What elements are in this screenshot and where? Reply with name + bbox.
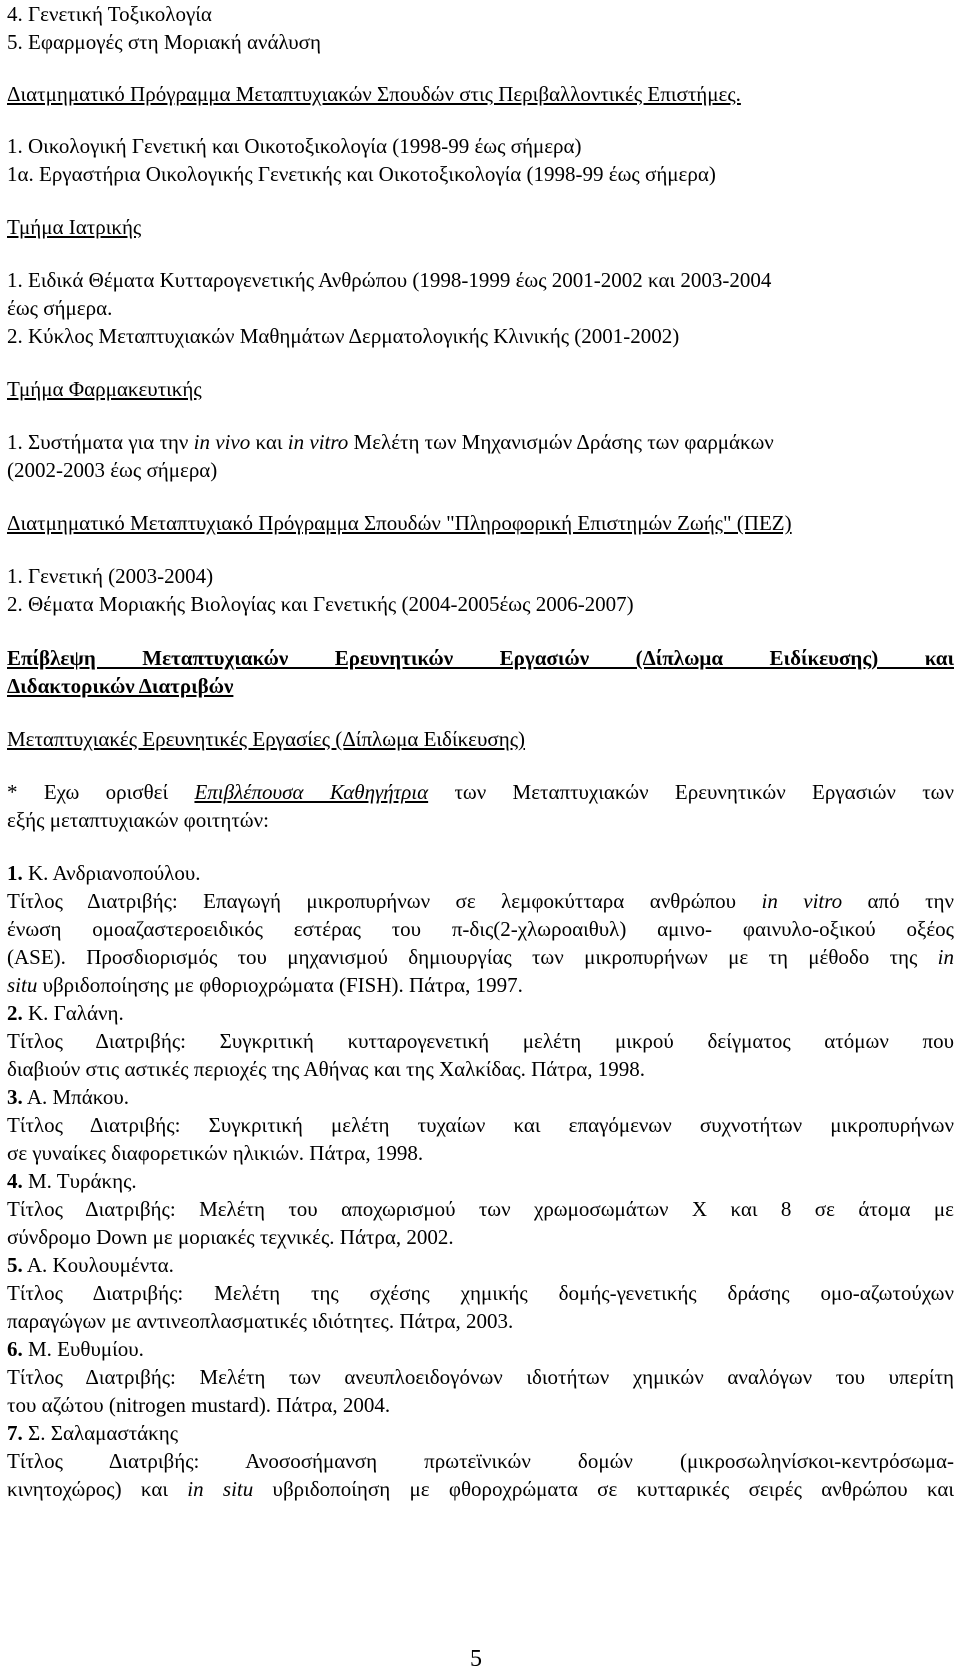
text: από την [842,889,954,913]
list-item: 1. Οικολογική Γενετική και Οικοτοξικολογία (1998-99 έως σήμερα) [7,134,582,158]
italic-term: Επιβλέπουσα Καθηγήτρια [194,780,429,804]
intro-paragraph [7,780,954,804]
text: 1. Συστήματα για την [7,430,194,454]
thesis-title: του αζώτου (nitrogen mustard). Πάτρα, 2004. [7,1393,391,1417]
thesis-title: Τίτλος Διατριβής: Ανοσοσήμανση πρωτεϊνικών δομών (μικροσωληνίσκοι-κεντρόσωμα- [7,1449,954,1473]
student-entry [7,1337,144,1361]
italic-term: situ [7,973,38,997]
section-heading-supervision: Επίβλεψη Μεταπτυχιακών Ερευνητικών Εργασιών (Δίπλωμα Ειδίκευσης) και [7,646,954,670]
italic-term: in [937,945,954,969]
list-item: 1. Γενετική (2003-2004) [7,564,214,588]
thesis-title: Τίτλος Διατριβής: Μελέτη των ανευπλοειδογόνων ιδιοτήτων χημικών αναλόγων του υπερίτη [7,1365,954,1389]
text: Τίτλος Διατριβής: Επαγωγή μικροπυρήνων σε λεμφοκύτταρα ανθρώπου [7,889,762,913]
list-item: 2. Θέματα Μοριακής Βιολογίας και Γενετικής (2004-2005έως 2006-2007) [7,592,634,616]
text: υβριδοποίηση με φθοροχρώματα σε κυτταρικές σειρές ανθρώπου και [253,1477,954,1501]
text: Μελέτη των Μηχανισμών Δράσης των φαρμάκων [348,430,774,454]
student-number: 2. [7,1001,23,1025]
section-heading-env: Διατμηματικό Πρόγραμμα Μεταπτυχιακών Σπουδών στις Περιβαλλοντικές Επιστήμες. [7,82,741,106]
text: υβριδοποίησης με φθοριοχρώματα (FISH). Πάτρα, 1997. [37,973,523,997]
italic-term: in vitro [287,430,349,454]
italic-term: in vivo [193,430,251,454]
page-number: 5 [470,1646,482,1672]
thesis-title [7,945,954,969]
intro-paragraph-cont: εξής μεταπτυχιακών φοιτητών: [7,808,269,832]
student-name: Α. Κουλουμέντα. [22,1253,174,1277]
student-name: Α. Μπάκου. [22,1085,130,1109]
student-entry [7,1001,124,1025]
student-number: 4. [7,1169,23,1193]
list-item: 4. Γενετική Τοξικολογία [7,2,212,26]
list-item [7,430,774,454]
thesis-title: παραγώγων με αντινεοπλασματικές ιδιότητες. Πάτρα, 2003. [7,1309,514,1333]
section-heading-supervision-cont: Διδακτορικών Διατριβών [7,674,234,698]
thesis-title [7,1477,954,1501]
thesis-title [7,973,523,997]
student-entry [7,1253,174,1277]
thesis-title: σε γυναίκες διαφορετικών ηλικιών. Πάτρα, 1998. [7,1141,424,1165]
subsection-heading: Μεταπτυχιακές Ερευνητικές Εργασίες (Δίπλωμα Ειδίκευσης) [7,727,526,751]
student-entry [7,1085,129,1109]
list-item: 1. Ειδικά Θέματα Κυτταρογενετικής Ανθρώπου (1998-1999 έως 2001-2002 και 2003-2004 [7,268,772,292]
section-heading-pharmacy: Τμήμα Φαρμακευτικής [7,377,202,401]
list-item: 5. Εφαρμογές στη Μοριακή ανάλυση [7,30,321,54]
thesis-title: σύνδρομο Down με μοριακές τεχνικές. Πάτρα, 2002. [7,1225,454,1249]
student-name: Κ. Ανδριανοπούλου. [22,861,201,885]
student-name: Μ. Τυράκης. [22,1169,137,1193]
italic-term: in vitro [761,889,843,913]
thesis-title: ένωση ομοαζαστεροειδικός εστέρας του π-δις(2-χλωροαιθυλ) αμινο- φαινυλο-οξικού οξέος [7,917,954,941]
list-item-continued: έως σήμερα. [7,296,113,320]
student-number: 3. [7,1085,23,1109]
student-number: 6. [7,1337,23,1361]
student-entry [7,1421,178,1445]
student-number: 7. [7,1421,23,1445]
student-name: Σ. Σαλαμαστάκης [22,1421,179,1445]
thesis-title [7,889,954,913]
student-entry [7,1169,137,1193]
thesis-title: Τίτλος Διατριβής: Συγκριτική μελέτη τυχαίων και επαγόμενων συχνοτήτων μικροπυρήνων [7,1113,954,1137]
student-name: Μ. Ευθυμίου. [22,1337,144,1361]
list-item: 1α. Εργαστήρια Οικολογικής Γενετικής και Οικοτοξικολογία (1998-99 έως σήμερα) [7,162,716,186]
student-name: Κ. Γαλάνη. [22,1001,124,1025]
section-heading-medicine: Τμήμα Ιατρικής [7,215,142,239]
text: κινητοχώρος) και [7,1477,188,1501]
text: και [250,430,288,454]
text: (ASE). Προσδιορισμός του μηχανισμού δημιουργίας των μικροπυρήνων με τη μέθοδο της [7,945,938,969]
thesis-title: Τίτλος Διατριβής: Μελέτη της σχέσης χημικής δομής-γενετικής δράσης ομο-αζωτούχων [7,1281,954,1305]
text: των Μεταπτυχιακών Ερευνητικών Εργασιών των [428,780,954,804]
text: * Εχω ορισθεί [7,780,195,804]
student-number: 1. [7,861,23,885]
thesis-title: διαβιούν στις αστικές περιοχές της Αθήνας και της Χαλκίδας. Πάτρα, 1998. [7,1057,645,1081]
student-number: 5. [7,1253,23,1277]
student-entry [7,861,200,885]
section-heading-bioinformatics: Διατμηματικό Μεταπτυχιακό Πρόγραμμα Σπουδών "Πληροφορική Επιστημών Ζωής" (ΠΕΖ) [7,511,792,535]
list-item-continued: (2002-2003 έως σήμερα) [7,458,218,482]
thesis-title: Τίτλος Διατριβής: Μελέτη του αποχωρισμού των χρωμοσωμάτων Χ και 8 σε άτομα με [7,1197,954,1221]
list-item: 2. Κύκλος Μεταπτυχιακών Μαθημάτων Δερματολογικής Κλινικής (2001-2002) [7,324,680,348]
italic-term: in situ [187,1477,254,1501]
thesis-title: Τίτλος Διατριβής: Συγκριτική κυτταρογενετική μελέτη μικρού δείγματος ατόμων που [7,1029,954,1053]
